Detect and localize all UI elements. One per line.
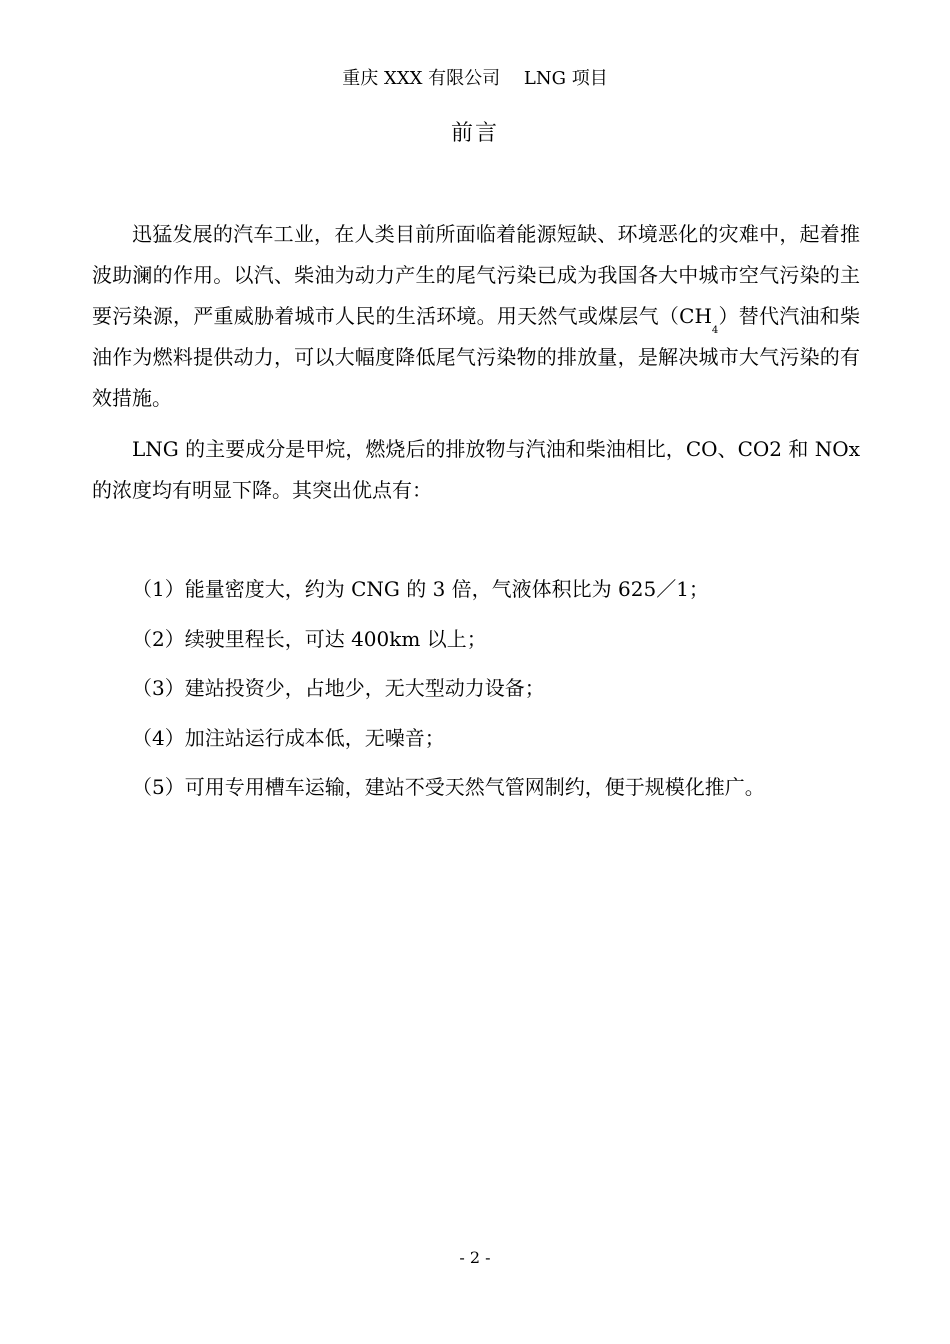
body-text <box>92 214 860 511</box>
list-item: （1）能量密度大，约为 CNG 的 3 倍，气液体积比为 625／1； <box>132 577 709 601</box>
list-item: （5）可用专用槽车运输，建站不受天然气管网制约，便于规模化推广。 <box>132 775 765 799</box>
list-item: （4）加注站运行成本低，无噪音； <box>132 725 445 750</box>
paragraph-lng: LNG 的主要成分是甲烷，燃烧后的排放物与汽油和柴油相比，CO、CO2 和 NOx 的浓度均有明显下降。其突出优点有： <box>92 437 860 502</box>
paragraph-intro-part2: ）替代汽油和柴油作为燃料提供动力，可以大幅度降低尾气污染物的排放量，是解决城市大气污染的有效措施。 <box>92 304 861 410</box>
page-number: - 2 - <box>459 1248 491 1267</box>
list-item: （3）建站投资少，占地少，无大型动力设备； <box>132 676 545 700</box>
paragraph-intro-part1: 迅猛发展的汽车工业，在人类目前所面临着能源短缺、环境恶化的灾难中，起着推波助澜的作用。以汽、柴油为动力产生的尾气污染已成为我国各大中城市空气污染的主要污染源，严重威胁着城市人民的生活环境。用天然气或煤层气（CH <box>92 222 860 328</box>
ch4-subscript: 4 <box>711 325 719 336</box>
header-text: 重庆 XXX 有限公司 LNG 项目 <box>342 68 608 89</box>
paragraph-intro <box>92 214 860 419</box>
page-header <box>0 66 950 92</box>
advantages-list <box>132 565 872 813</box>
page-title: 前言 <box>450 121 499 146</box>
list-item: （2）续驶里程长，可达 400km 以上； <box>132 626 487 651</box>
